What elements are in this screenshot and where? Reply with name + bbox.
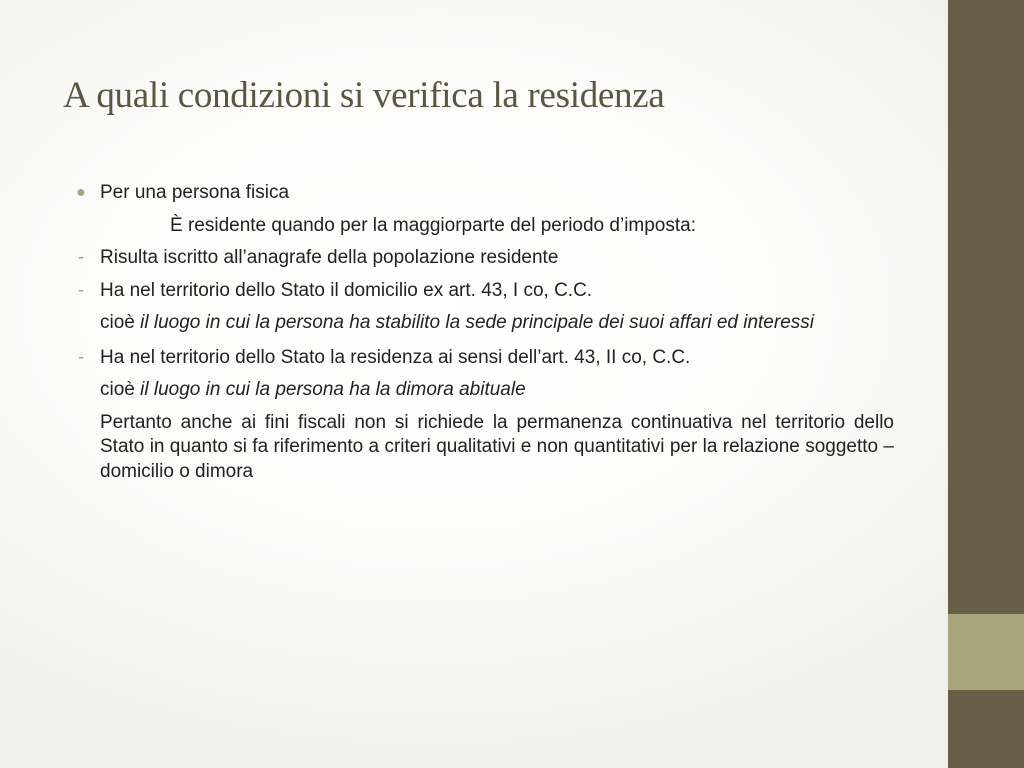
criterion-3-note (100, 378, 894, 403)
sidebar-accent-block (948, 614, 1024, 690)
bullet-item-intro (76, 181, 894, 206)
criterion-3-text: Ha nel territorio dello Stato la residenza ai sensi dell’art. 43, II co, C.C. (100, 346, 691, 368)
intro-text: Per una persona fisica (100, 182, 290, 203)
criterion-3-note-prefix: cioè (100, 379, 141, 400)
sub-intro-line (100, 214, 894, 239)
dash-item-criterion-3 (77, 346, 894, 371)
criterion-2-note (100, 311, 894, 336)
dash-icon: - (77, 346, 85, 368)
slide-body (76, 181, 894, 492)
dash-item-criterion-1 (77, 246, 894, 271)
criterion-2-note-italic: il luogo in cui la persona ha stabilito la sede principale dei suoi affari ed interessi (140, 312, 814, 333)
criterion-1-text: Risulta iscritto all’anagrafe della popolazione residente (100, 247, 559, 268)
round-bullet-icon: ● (76, 184, 86, 201)
dash-item-criterion-2 (77, 279, 894, 304)
dash-icon: - (77, 279, 85, 301)
criterion-2-text: Ha nel territorio dello Stato il domicilio ex art. 43, I co, C.C. (100, 279, 593, 301)
sub-intro-text: È residente quando per la maggiorparte del periodo d’imposta: (170, 214, 696, 236)
conclusion-paragraph: Pertanto anche ai fini fiscali non si richiede la permanenza continuativa nel territorio dello Stato in quanto si fa riferimento a criteri qualitativi e non quantitativi per la relazione soggetto – domicilio o dimora (100, 411, 894, 482)
criterion-3-note-italic: il luogo in cui la persona ha la dimora abituale (140, 379, 526, 400)
criterion-2-note-prefix: cioè (100, 312, 141, 333)
dash-icon: - (77, 247, 85, 268)
slide-title: A quali condizioni si verifica la residenza (63, 75, 665, 116)
